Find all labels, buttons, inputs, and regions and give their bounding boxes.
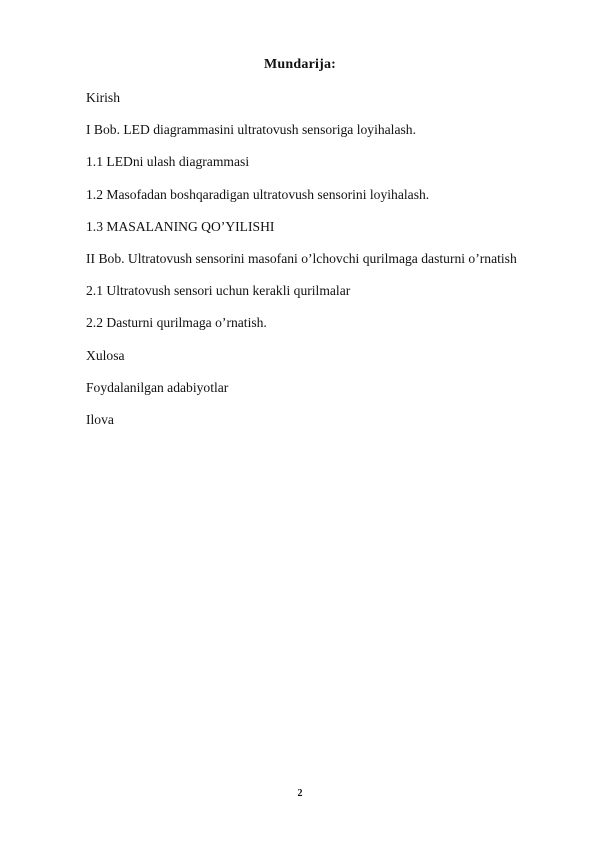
toc-item-section-1-3: 1.3 MASALANING QO’YILISHI: [86, 218, 275, 234]
toc-item-conclusion: Xulosa: [86, 347, 125, 363]
toc-item-appendix: Ilova: [86, 411, 114, 427]
toc-item-section-2-1: 2.1 Ultratovush sensori uchun kerakli qurilmalar: [86, 283, 351, 299]
toc-item-section-1-1: 1.1 LEDni ulash diagrammasi: [86, 154, 250, 170]
page-number: 2: [297, 788, 303, 799]
table-of-contents: [86, 90, 517, 444]
toc-item-introduction: Kirish: [86, 90, 120, 105]
toc-item-chapter-1: I Bob. LED diagrammasini ultratovush sensoriga loyihalash.: [86, 122, 416, 138]
toc-item-references: Foydalanilgan adabiyotlar: [86, 379, 229, 395]
page-title: Mundarija:: [264, 57, 336, 72]
toc-item-chapter-2: II Bob. Ultratovush sensorini masofani o’lchovchi qurilmaga dasturni o’rnatish: [86, 250, 517, 266]
toc-item-section-2-2: 2.2 Dasturni qurilmaga o’rnatish.: [86, 315, 267, 331]
toc-item-section-1-2: 1.2 Masofadan boshqaradigan ultratovush sensorini loyihalash.: [86, 186, 430, 202]
